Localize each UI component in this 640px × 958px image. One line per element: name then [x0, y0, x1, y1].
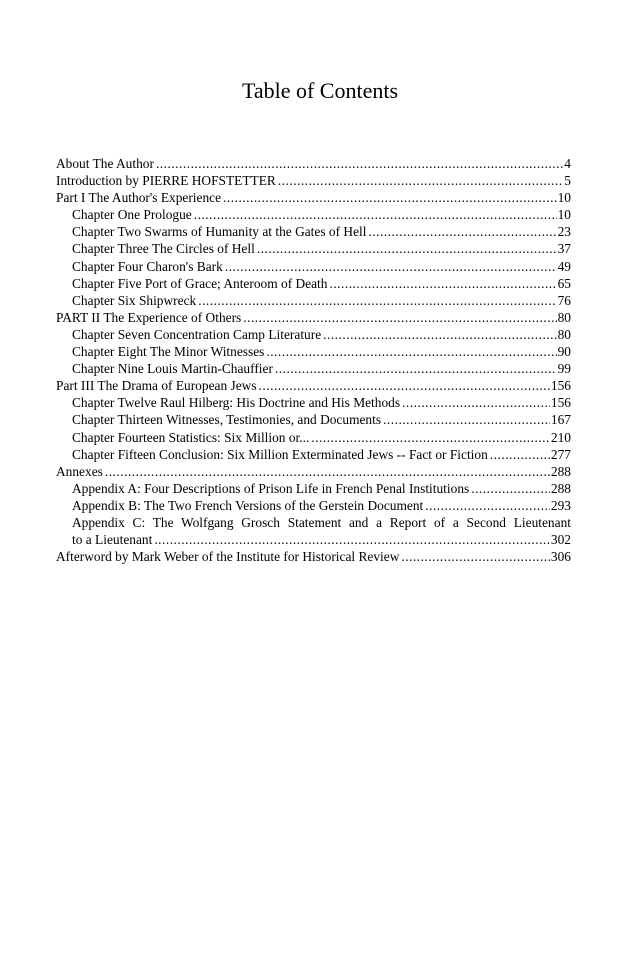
dot-leader: [198, 292, 556, 309]
toc-entry-page: 10: [557, 207, 571, 223]
toc-entry-label: Chapter Fifteen Conclusion: Six Million Exterminated Jews -- Fact or Fiction: [72, 446, 488, 462]
dot-leader: [278, 172, 563, 189]
toc-entry-label: Chapter One Prologue: [72, 207, 192, 223]
toc-entry-page: 90: [557, 344, 571, 360]
toc-entry-page: 293: [550, 497, 571, 513]
dot-leader: [311, 429, 550, 446]
dot-leader: [105, 463, 550, 480]
toc-entry-label: Appendix A: Four Descriptions of Prison Life in French Penal Institutions: [72, 480, 470, 496]
toc-entry-chapter-seven[interactable]: [56, 326, 571, 343]
dot-leader: [323, 326, 556, 343]
toc-entry-afterword[interactable]: [56, 548, 571, 565]
toc-entry-part-3[interactable]: [56, 377, 571, 394]
dot-leader: [329, 275, 556, 292]
table-of-contents: [56, 155, 571, 565]
dot-leader: [490, 446, 550, 463]
dot-leader: [383, 411, 550, 428]
toc-entry-label: Chapter Thirteen Witnesses, Testimonies, and Documents: [72, 412, 382, 428]
dot-leader: [425, 497, 550, 514]
toc-entry-page: 210: [550, 429, 571, 445]
toc-entry-label: Chapter Fourteen Statistics: Six Million or...: [72, 429, 310, 445]
toc-entry-chapter-twelve[interactable]: [56, 394, 571, 411]
dot-leader: [194, 206, 557, 223]
toc-entry-page: 10: [557, 190, 571, 206]
toc-entry-chapter-four[interactable]: [56, 258, 571, 275]
toc-entry-page: 306: [550, 549, 571, 565]
toc-entry-page: 4: [564, 156, 571, 171]
toc-entry-label: Appendix B: The Two French Versions of the Gerstein Document: [72, 497, 424, 513]
toc-entry-page: 23: [557, 224, 571, 240]
toc-entry-label: Chapter Nine Louis Martin-Chauffier: [72, 361, 273, 377]
toc-entry-page: 80: [557, 326, 571, 342]
toc-entry-chapter-fifteen[interactable]: [56, 446, 571, 463]
toc-entry-label: Chapter Two Swarms of Humanity at the Gates of Hell: [72, 224, 367, 240]
toc-entry-page: 37: [557, 241, 571, 257]
toc-entry-label: About The Author: [56, 156, 154, 171]
toc-entry-page: 288: [550, 463, 571, 479]
toc-entry-part-1[interactable]: [56, 189, 571, 206]
toc-entry-appendix-a[interactable]: [56, 480, 571, 497]
toc-entry-chapter-nine[interactable]: [56, 360, 571, 377]
toc-entry-page: 80: [557, 309, 571, 325]
dot-leader: [266, 343, 556, 360]
toc-entry-appendix-c[interactable]: [56, 514, 571, 548]
toc-entry-appendix-c-line-2: [56, 531, 571, 548]
toc-entry-page: 65: [557, 275, 571, 291]
toc-entry-page: 76: [557, 292, 571, 308]
toc-entry-label: to a Lieutenant: [72, 532, 153, 548]
dot-leader: [368, 223, 556, 240]
toc-entry-chapter-one[interactable]: [56, 206, 571, 223]
toc-entry-label: Afterword by Mark Weber of the Institute for Historical Review: [56, 549, 400, 565]
toc-entry-appendix-b[interactable]: [56, 497, 571, 514]
dot-leader: [243, 309, 556, 326]
toc-entry-chapter-two[interactable]: [56, 223, 571, 240]
toc-entry-label: Chapter Six Shipwreck: [72, 292, 197, 308]
toc-entry-page: 167: [550, 412, 571, 428]
toc-entry-chapter-fourteen[interactable]: [56, 429, 571, 446]
dot-leader: [225, 258, 557, 275]
dot-leader: [401, 548, 550, 565]
toc-entry-page: 49: [557, 258, 571, 274]
toc-entry-chapter-thirteen[interactable]: [56, 411, 571, 428]
toc-entry-page: 156: [550, 378, 571, 394]
toc-entry-label: Chapter Twelve Raul Hilberg: His Doctrine and His Methods: [72, 395, 401, 411]
toc-entry-chapter-three[interactable]: [56, 240, 571, 257]
toc-entry-label: Chapter Five Port of Grace; Anteroom of Death: [72, 275, 328, 291]
toc-entry-label: Part III The Drama of European Jews: [56, 378, 257, 394]
toc-entry-chapter-six[interactable]: [56, 292, 571, 309]
toc-entry-chapter-eight[interactable]: [56, 343, 571, 360]
dot-leader: [156, 155, 563, 172]
toc-entry-label: Chapter Seven Concentration Camp Literature: [72, 326, 322, 342]
toc-entry-chapter-five[interactable]: [56, 275, 571, 292]
toc-entry-label: Annexes: [56, 463, 103, 479]
toc-entry-page: 156: [550, 395, 571, 411]
dot-leader: [275, 360, 557, 377]
dot-leader: [257, 240, 557, 257]
toc-entry-part-2[interactable]: [56, 309, 571, 326]
toc-entry-page: 5: [564, 173, 571, 189]
dot-leader: [154, 531, 550, 548]
page-title: Table of Contents: [241, 78, 399, 103]
toc-entry-page: 288: [550, 480, 571, 496]
toc-entry-label: PART II The Experience of Others: [56, 309, 242, 325]
toc-entry-page: 99: [557, 361, 571, 377]
dot-leader: [259, 377, 550, 394]
toc-entry-label: Chapter Four Charon's Bark: [72, 258, 223, 274]
toc-entry-label-line-1: Appendix C: The Wolfgang Grosch Statement and a Report of a Second Lieutenant: [72, 514, 571, 530]
toc-entry-about-the-author[interactable]: [56, 155, 571, 172]
dot-leader: [402, 394, 550, 411]
dot-leader: [223, 189, 557, 206]
toc-entry-introduction[interactable]: [56, 172, 571, 189]
toc-entry-page: 302: [550, 532, 571, 548]
toc-entry-label: Part I The Author's Experience: [56, 190, 222, 206]
toc-entry-page: 277: [550, 446, 571, 462]
dot-leader: [471, 480, 550, 497]
toc-entry-label: Chapter Eight The Minor Witnesses: [72, 344, 265, 360]
toc-entry-label: Chapter Three The Circles of Hell: [72, 241, 255, 257]
toc-entry-label: Introduction by PIERRE HOFSTETTER: [56, 173, 276, 189]
toc-entry-annexes[interactable]: [56, 463, 571, 480]
